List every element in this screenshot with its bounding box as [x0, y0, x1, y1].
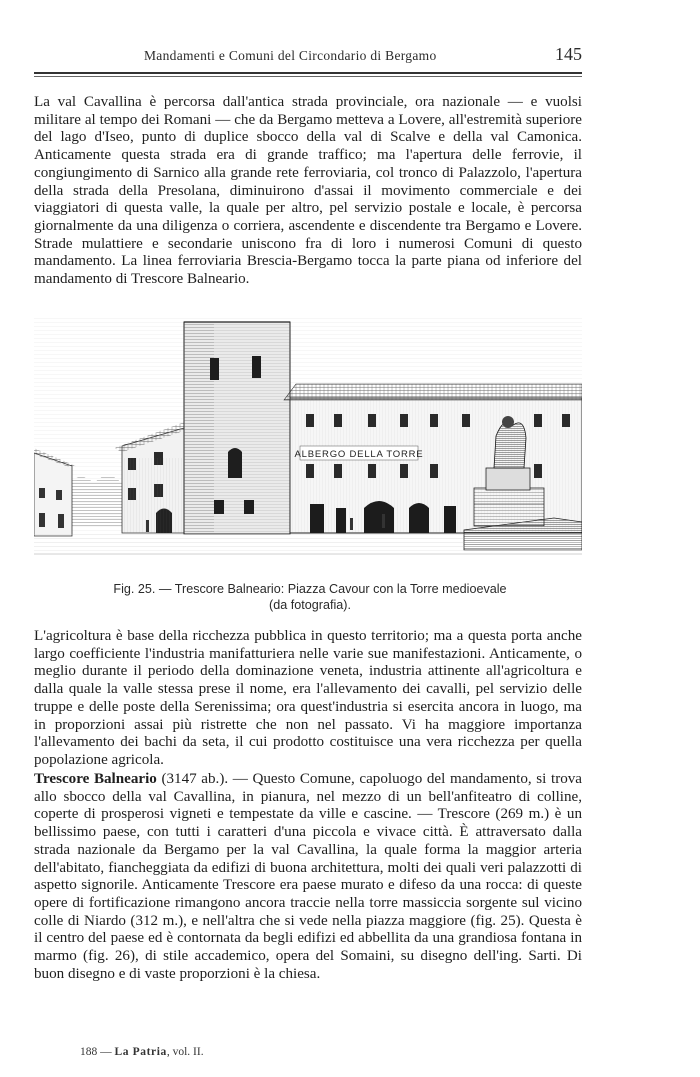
footer-prefix: 188 — [80, 1046, 115, 1058]
paragraph-trescore [34, 771, 582, 983]
header-rule-thin [34, 76, 582, 77]
paragraph-agricoltura: L'agricoltura è base della ricchezza pubblica in questo territorio; ma a questa porta anche largo coefficiente l'industria manifatturiera nelle varie sue manifestazioni. Anticamente, o meglio durante il periodo della dominazione veneta, industria attinente all'agricoltura e dalla quale la valle stessa prese il nome, era l'allevamento dei cavalli, pel servizio delle truppe e delle poste della Serenissima; ora quest'industria si esercita ancora in luogo, ma in proporzioni assai più ristrette che non nel passato. Vi ha maggiore importanza l'allevamento dei bachi da seta, il cui prodotto costituisce una vera ricchezza per quella popolazione agricola. [34, 628, 582, 768]
footer-suffix: , vol. II. [166, 1046, 204, 1058]
running-title: Mandamenti e Comuni del Circondario di Bergamo [144, 48, 437, 63]
figure-engraving [34, 318, 582, 570]
page-number: 145 [555, 44, 582, 64]
caption-line-2: (da fotografia). [269, 598, 351, 612]
medieval-tower [184, 322, 290, 534]
figure-caption [80, 581, 540, 613]
running-header [34, 44, 582, 66]
trescore-heading: Trescore Balneario [34, 771, 157, 787]
engraving-illustration [34, 318, 582, 570]
paragraph-val-cavallina: La val Cavallina è percorsa dall'antica strada provinciale, ora nazionale — e vuolsi militare al tempo dei Romani — che da Bergamo metteva a Lovere, all'estremità superiore del lago d'Iseo, punto di duplice sbocco della val di Scalve e della val Camonica. Anticamente questa strada era di grande traffico; ma l'apertura delle ferrovie, il congiungimento di Sarnico alla grande rete ferroviaria, col tronco di Palazzolo, l'apertura della strada della Presolana, diminuirono d'assai il movimento commerciale e dei viaggiatori di questa valle, la quale per altro, pel servizio postale e locale, è percorsa giornalmente da una diligenza o corriera, ascendente e discendente tra Bergamo e Lovere. Strade mulattiere e secondarie uniscono fra di loro i numerosi Comuni di questo mandamento. La linea ferroviaria Brescia-Bergamo tocca la parte piana od inferiore del mandamento di Trescore Balneario. [34, 94, 582, 288]
page-footer [80, 1046, 204, 1058]
header-rule [34, 72, 582, 74]
caption-line-1: Fig. 25. — Trescore Balneario: Piazza Cavour con la Torre medioevale [113, 582, 507, 596]
albergo-sign-text: ALBERGO DELLA TORRE [294, 449, 424, 460]
trees-left [64, 475, 124, 528]
trescore-text: (3147 ab.). — Questo Comune, capoluogo del mandamento, si trova allo sbocco della val Cavallina, in pianura, nel mezzo di un bell'anfiteatro di colline, coperte di prosperosi vigneti e tempestate da ville e cascine. — Trescore (269 m.) è un bellissimo paese, con tutti i caratteri d'una piccola e vivace città. È attraversato dalla strada nazionale da Bergamo per la val Cavallina, la quale forma la maggior arteria dell'abitato, fiancheggiata da edifizi di buona architettura, molti dei quali veri palazzotti di aspetto signorile. Anticamente Trescore era paese murato e difeso da una rocca: di queste opere di fortificazione rimangono ancora traccie nella torre massiccia sorgente sul vicino colle di Niardo (312 m.), e nell'altra che si vede nella piazza maggiore (fig. 25). Questa è il centro del paese ed è contornata da begli edifizi ed abbellita da una grandiosa fontana in marmo (fig. 26), di stile accademico, opera del Somaini, su disegno dell'ing. Sarti. Di buon disegno e di vaste proporzioni è la chiesa. [34, 771, 583, 982]
footer-title: La Patria [114, 1046, 167, 1058]
piazza-ground [34, 532, 582, 554]
